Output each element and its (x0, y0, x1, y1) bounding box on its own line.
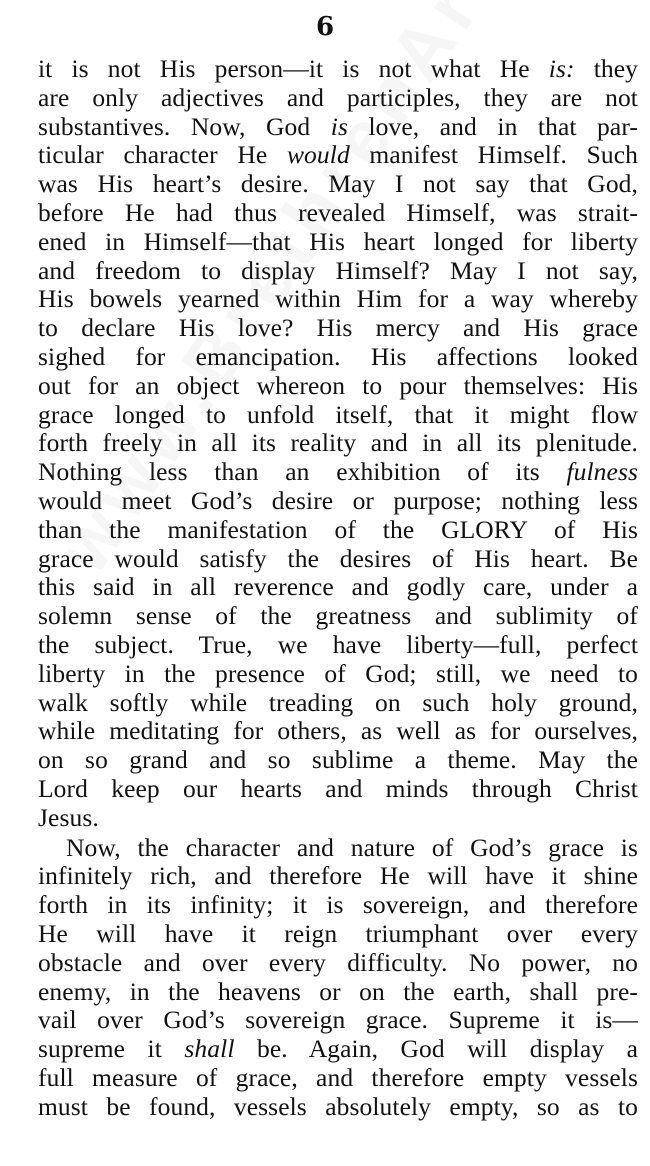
page-number: 6 (315, 12, 335, 42)
text-run: liberty in the presence of God; still, we need to (38, 659, 638, 688)
text-line (38, 141, 638, 170)
text-run: supreme it (38, 1035, 185, 1064)
text-run: grace longed to unfold itself, that it might flow (38, 400, 638, 429)
text-line (38, 516, 638, 545)
text-line (38, 228, 638, 257)
text-run: sighed for emancipation. His affections looked (38, 342, 638, 371)
text-run: before He had thus revealed Himself, was strait- (38, 198, 638, 227)
text-line (38, 717, 638, 746)
text-line (38, 84, 638, 113)
text-run: infinitely rich, and therefore He will have it shine (38, 862, 638, 891)
text-run: this said in all reverence and godly care, under a (38, 573, 638, 602)
text-line (38, 891, 638, 920)
text-run: forth in its infinity; it is sovereign, and therefore (38, 891, 638, 920)
text-run: on so grand and so sublime a theme. May the (38, 746, 638, 775)
text-line (38, 458, 638, 487)
text-run: Now, the character and nature of God’s grace is (66, 833, 638, 862)
text-run: the subject. True, we have liberty—full, perfect (38, 630, 638, 659)
text-line (38, 1006, 638, 1035)
text-run: obstacle and over every difficulty. No power, no (38, 948, 638, 977)
text-line (38, 55, 638, 84)
text-line (38, 343, 638, 372)
text-run: Lord keep our hearts and minds through Christ (38, 774, 638, 803)
text-line (38, 257, 638, 286)
text-line (38, 170, 638, 199)
text-line (38, 920, 638, 949)
text-run: ticular character He (38, 141, 287, 170)
text-run: love, and in that par- (347, 112, 638, 141)
text-run: than the manifestation of the GLORY of His (38, 515, 638, 544)
text-run: must be found, vessels absolutely empty, so as to (38, 1092, 638, 1121)
text-run: to declare His love? His mercy and His grace (38, 314, 638, 343)
text-line (38, 199, 638, 228)
text-run: they (574, 55, 638, 83)
text-line (38, 775, 638, 804)
italic-text: would (286, 141, 350, 170)
text-line (38, 487, 638, 516)
text-line (38, 804, 638, 833)
text-run: vail over God’s sovereign grace. Supreme it is— (38, 1006, 638, 1035)
text-run: was His heart’s desire. May I not say that God, (38, 170, 638, 199)
text-line (38, 573, 638, 602)
text-run: are only adjectives and participles, they are not (38, 83, 638, 112)
text-line (38, 545, 638, 574)
text-line (38, 631, 638, 660)
text-line (38, 429, 638, 458)
text-line (38, 746, 638, 775)
body-text (38, 55, 638, 1121)
text-line (38, 1064, 638, 1093)
text-line (38, 978, 638, 1007)
text-line (38, 372, 638, 401)
text-run: it is not His person—it is not what He (38, 55, 549, 83)
text-line (38, 1035, 638, 1064)
text-run: manifest Himself. Such (349, 141, 638, 170)
text-run: enemy, in the heavens or on the earth, shall pre- (38, 977, 638, 1006)
text-run: Jesus. (38, 803, 99, 832)
text-run: while meditating for others, as well as for ourselves, (38, 717, 638, 746)
text-line (38, 285, 638, 314)
text-run: solemn sense of the greatness and sublimity of (38, 602, 638, 631)
text-run: out for an object whereon to pour themselves: His (38, 371, 638, 400)
text-run: and freedom to display Himself? May I not say, (38, 256, 638, 285)
text-run: He will have it reign triumphant over every (38, 919, 638, 948)
text-run: Nothing less than an exhibition of its (38, 458, 567, 487)
text-line (38, 660, 638, 689)
text-line (38, 949, 638, 978)
italic-text: shall (184, 1035, 235, 1064)
text-line (38, 314, 638, 343)
text-line (38, 602, 638, 631)
italic-text: is: (548, 55, 575, 83)
text-line (38, 862, 638, 891)
text-line (38, 1093, 638, 1122)
text-run: full measure of grace, and therefore empty vessels (38, 1063, 638, 1092)
text-line (38, 834, 638, 863)
text-line (38, 113, 638, 142)
text-run: grace would satisfy the desires of His heart. Be (38, 544, 638, 573)
text-run: forth freely in all its reality and in all its plenitude. (38, 429, 638, 458)
text-run: ened in Himself—that His heart longed for liberty (38, 227, 638, 256)
text-run: substantives. Now, God (38, 112, 331, 141)
text-run: be. Again, God will display a (234, 1035, 638, 1064)
italic-text: fulness (566, 458, 638, 487)
text-line (38, 689, 638, 718)
text-line (38, 401, 638, 430)
italic-text: is (330, 112, 348, 141)
text-run: walk softly while treading on such holy ground, (38, 688, 638, 717)
text-run: His bowels yearned within Him for a way whereby (38, 285, 638, 314)
text-run: would meet God’s desire or purpose; nothing less (38, 486, 638, 515)
